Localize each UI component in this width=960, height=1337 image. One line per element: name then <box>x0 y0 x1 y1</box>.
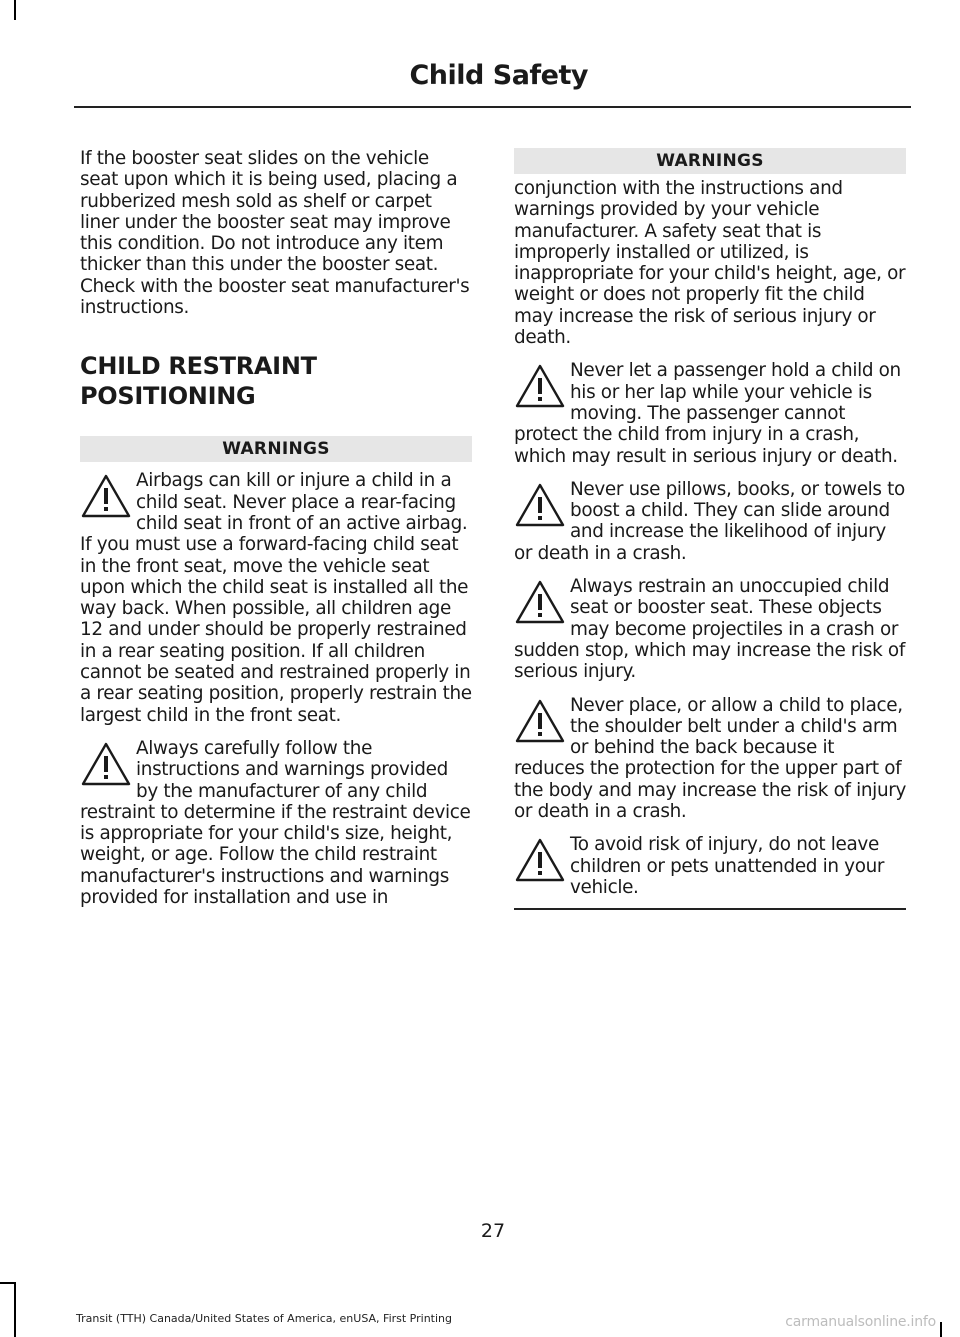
warning-item <box>514 834 906 898</box>
warning-item <box>514 479 906 564</box>
right-column <box>514 148 906 910</box>
header-rule <box>74 106 911 108</box>
warning-text: Always carefully follow the instructions and warnings provided by the manufacturer of any child restraint to determine if the restraint device is appropriate for your child's size, height, weight, or age. Follow the child restraint manufacturer's instructions and warnings provided for installation and use in <box>80 737 471 909</box>
crop-mark-top-left <box>14 0 16 20</box>
warning-triangle-icon <box>514 363 566 409</box>
warning-item <box>80 470 472 726</box>
footer-text: Transit (TTH) Canada/United States of America, enUSA, First Printing <box>76 1312 452 1325</box>
warning-triangle-icon <box>514 482 566 528</box>
warning-item <box>514 695 906 823</box>
warning-item <box>80 738 472 908</box>
warning-triangle-icon <box>514 579 566 625</box>
warning-text: Airbags can kill or injure a child in a child seat. Never place a rear-facing child seat in front of an active airbag. If you must use a forward-facing child seat in the front seat, move the vehicle seat upon which the child seat is installed all the way back. When possible, all children age 12 and under should be properly restrained in a rear seating position. If all children cannot be seated and restrained properly in a rear seating position, properly restrain the largest child in the front seat. <box>80 470 472 726</box>
warning-text: Never use pillows, books, or towels to boost a child. They can slide around and increase the likelihood of injury or death in a crash. <box>514 478 905 564</box>
warnings-header: WARNINGS <box>80 436 472 462</box>
page-number: 27 <box>480 1220 506 1242</box>
warning-text: To avoid risk of injury, do not leave children or pets unattended in your vehicle. <box>570 834 885 898</box>
warning-triangle-icon <box>80 473 132 519</box>
warning-triangle-icon <box>514 698 566 744</box>
left-column <box>80 148 472 908</box>
warnings-header: WARNINGS <box>514 148 906 174</box>
warning-item <box>514 576 906 682</box>
section-heading-line1: CHILD RESTRAINT <box>80 352 317 381</box>
warning-triangle-icon <box>514 837 566 883</box>
crop-mark-bottom-left <box>14 1282 16 1337</box>
warning-triangle-icon <box>80 741 132 787</box>
warnings-end-rule <box>514 908 906 910</box>
watermark: carmanualsonline.info <box>785 1314 936 1330</box>
page-title: Child Safety <box>409 60 588 91</box>
warning-text: Always restrain an unoccupied child seat or booster seat. These objects may become projectiles in a crash or sudden stop, which may increase the risk of serious injury. <box>514 576 905 683</box>
warning-text: Never let a passenger hold a child on his or her lap while your vehicle is moving. The passenger cannot protect the child from injury in a crash, which may result in serious injury or death. <box>514 360 901 467</box>
warning-item <box>514 360 906 466</box>
warning-continued-text: conjunction with the instructions and warnings provided by your vehicle manufacturer. A safety seat that is improperly installed or utilized, is inappropriate for your child's height, age, or weight or does not properly fit the child may increase the risk of serious injury or death. <box>514 178 906 349</box>
section-heading-line2: POSITIONING <box>80 382 256 411</box>
section-heading <box>80 351 472 411</box>
crop-mark-bottom-left-h <box>0 1282 16 1284</box>
intro-paragraph: If the booster seat slides on the vehicle seat upon which it is being used, placing a rubberized mesh sold as shelf or carpet liner under the booster seat may improve this condition. Do not introduce any item thicker than this under the booster seat. Check with the booster seat manufacturer's instructions. <box>80 148 470 319</box>
crop-mark-bottom-right <box>940 1322 942 1337</box>
warning-text: Never place, or allow a child to place, the shoulder belt under a child's arm or behind the back because it reduces the protection for the upper part of the body and may increase the risk of injury or death in a crash. <box>514 694 906 823</box>
